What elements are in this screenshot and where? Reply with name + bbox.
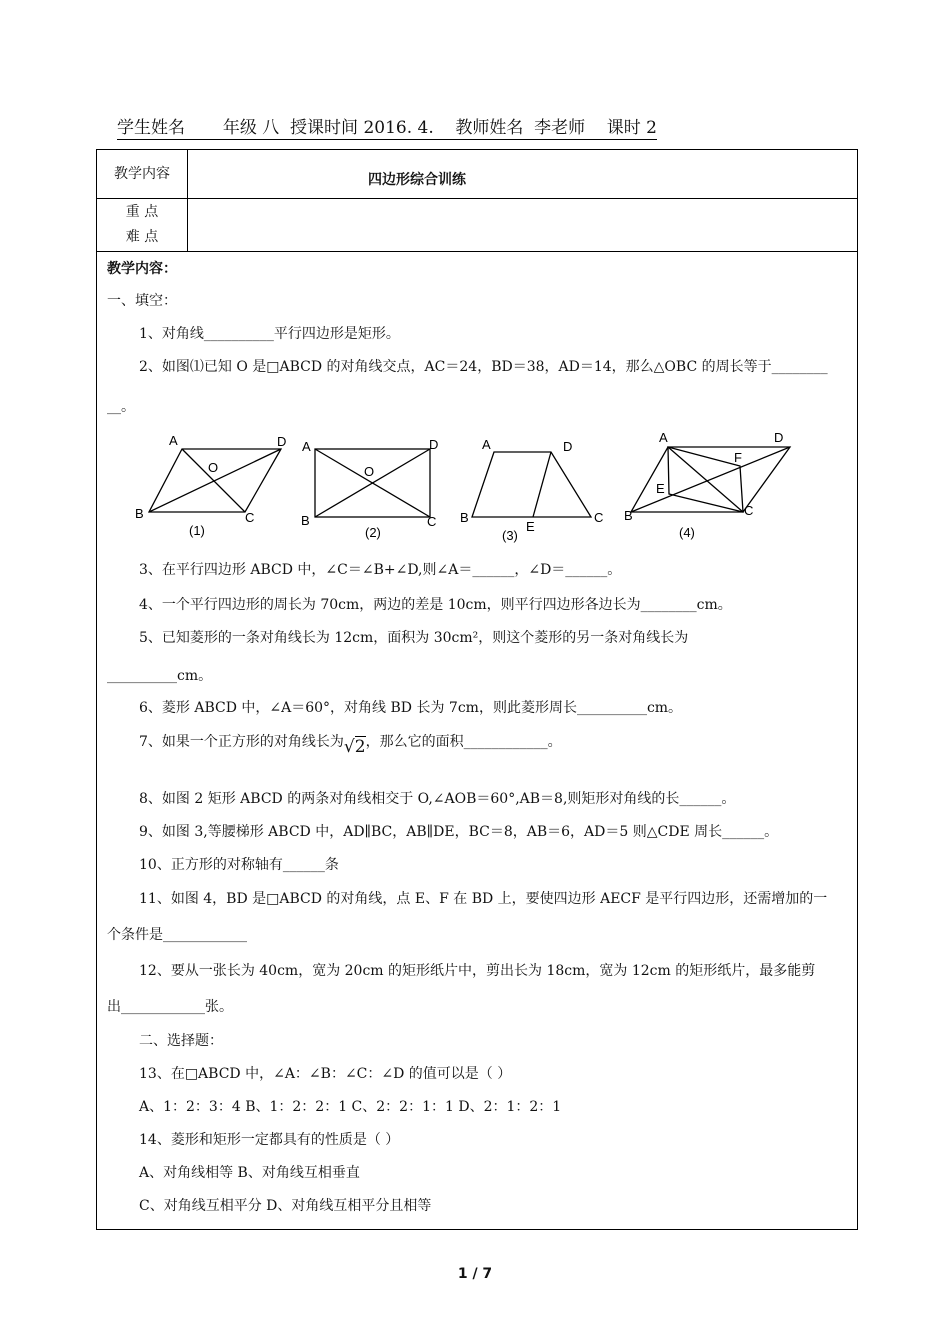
question-1: 1、对角线__________平行四边形是矩形。 bbox=[139, 326, 400, 342]
fig1-label-a: A bbox=[169, 433, 178, 448]
fig1-label-o: O bbox=[208, 460, 219, 475]
lesson-title: 四边形综合训练 bbox=[188, 150, 858, 199]
geometry-figures bbox=[97, 422, 857, 552]
fig1-label-d: D bbox=[277, 434, 287, 449]
fig4-label-b: B bbox=[624, 508, 633, 523]
fig1-label-c: C bbox=[245, 510, 255, 525]
fig2-label-c: C bbox=[427, 514, 437, 529]
fig3-label-d: D bbox=[563, 439, 573, 454]
fig2-label-o: O bbox=[364, 464, 375, 479]
page-number: 1 / 7 bbox=[457, 1266, 493, 1282]
content-label: 教学内容 bbox=[97, 150, 188, 199]
fig4-caption: (4) bbox=[679, 525, 695, 540]
key-points-label bbox=[97, 199, 188, 252]
fig3-trapezoid bbox=[472, 452, 591, 517]
fig2-label-d: D bbox=[429, 437, 439, 452]
sqrt-symbol: √2 bbox=[343, 737, 366, 757]
question-8: 8、如图 2 矩形 ABCD 的两条对角线相交于 O,∠AOB＝60°,AB＝8,则矩形对角线的长______。 bbox=[139, 791, 736, 807]
fig2-label-b: B bbox=[301, 513, 310, 528]
fig2-label-a: A bbox=[302, 439, 311, 454]
fig3-label-e: E bbox=[526, 519, 535, 534]
fig3-label-c: C bbox=[594, 510, 604, 525]
fig4-label-f: F bbox=[734, 450, 742, 465]
fig2-caption: (2) bbox=[365, 525, 381, 540]
difficulty-label: 难 点 bbox=[125, 229, 159, 245]
fig3-label-a: A bbox=[482, 437, 491, 452]
lesson-table bbox=[96, 149, 858, 1230]
key-points-cell bbox=[188, 199, 858, 252]
fig1-label-b: B bbox=[135, 506, 144, 521]
question-5: 5、已知菱形的一条对角线长为 12cm，面积为 30cm²，则这个菱形的另一条对角线长为 bbox=[139, 630, 689, 646]
fig4-label-d: D bbox=[774, 430, 784, 445]
question-12-cont: 出____________张。 bbox=[107, 999, 233, 1015]
question-12: 12、要从一张长为 40cm，宽为 20cm 的矩形纸片中，剪出长为 18cm，宽为 12cm 的矩形纸片，最多能剪 bbox=[139, 963, 816, 979]
question-14-options-ab: A、对角线相等 B、对角线互相垂直 bbox=[139, 1165, 360, 1181]
question-14-options-cd: C、对角线互相平分 D、对角线互相平分且相等 bbox=[139, 1198, 432, 1214]
question-10: 10、正方形的对称轴有______条 bbox=[139, 857, 339, 873]
content-cell bbox=[97, 252, 858, 1230]
header-info: 学生姓名 年级 八 授课时间 2016. 4. 教师姓名 李老师 课时 2 bbox=[117, 113, 657, 140]
question-2-cont: __。 bbox=[107, 399, 135, 415]
question-7-text: 7、如果一个正方形的对角线长为 bbox=[139, 734, 344, 750]
question-5-cont: __________cm。 bbox=[107, 668, 213, 684]
fig4-label-a: A bbox=[659, 430, 668, 445]
question-3: 3、在平行四边形 ABCD 中，∠C＝∠B+∠D,则∠A＝______，∠D＝______。 bbox=[139, 562, 622, 578]
question-9: 9、如图 3,等腰梯形 ABCD 中，AD∥BC，AB∥DE，BC＝8，AB＝6，AD＝5 则△CDE 周长______。 bbox=[139, 824, 779, 840]
fig4-label-e: E bbox=[656, 481, 665, 496]
fig4-label-c: C bbox=[744, 503, 754, 518]
fig3-label-b: B bbox=[460, 510, 469, 525]
content-heading: 教学内容： bbox=[107, 261, 177, 277]
question-4: 4、一个平行四边形的周长为 70cm，两边的差是 10cm，则平行四边形各边长为________cm。 bbox=[139, 597, 732, 613]
question-7-text-end: ，那么它的面积____________。 bbox=[365, 734, 562, 750]
question-6: 6、菱形 ABCD 中，∠A＝60°，对角线 BD 长为 7cm，则此菱形周长__________cm。 bbox=[139, 700, 683, 716]
question-7 bbox=[139, 731, 562, 757]
question-11-cont: 个条件是____________ bbox=[107, 927, 247, 943]
section-fill-blank: 一、填空： bbox=[107, 293, 177, 309]
fig3-caption: (3) bbox=[502, 528, 518, 543]
question-2: 2、如图⑴已知 O 是□ABCD 的对角线交点，AC＝24，BD＝38，AD＝14，那么△OBC 的周长等于________ bbox=[139, 359, 828, 375]
question-13-options: A、1：2：3：4 B、1：2：2：1 C、2：2：1：1 D、2：1：2：1 bbox=[139, 1099, 562, 1115]
key-point-label: 重 点 bbox=[125, 204, 159, 220]
section-choice: 二、选择题： bbox=[139, 1033, 223, 1049]
question-13: 13、在□ABCD 中，∠A：∠B：∠C：∠D 的值可以是（ ） bbox=[139, 1066, 512, 1082]
question-14: 14、菱形和矩形一定都具有的性质是（ ） bbox=[139, 1132, 400, 1148]
fig1-caption: (1) bbox=[189, 523, 205, 538]
question-11: 11、如图 4，BD 是□ABCD 的对角线，点 E、F 在 BD 上，要使四边形 AECF 是平行四边形，还需增加的一 bbox=[139, 891, 828, 907]
sqrt-value: 2 bbox=[354, 737, 366, 757]
